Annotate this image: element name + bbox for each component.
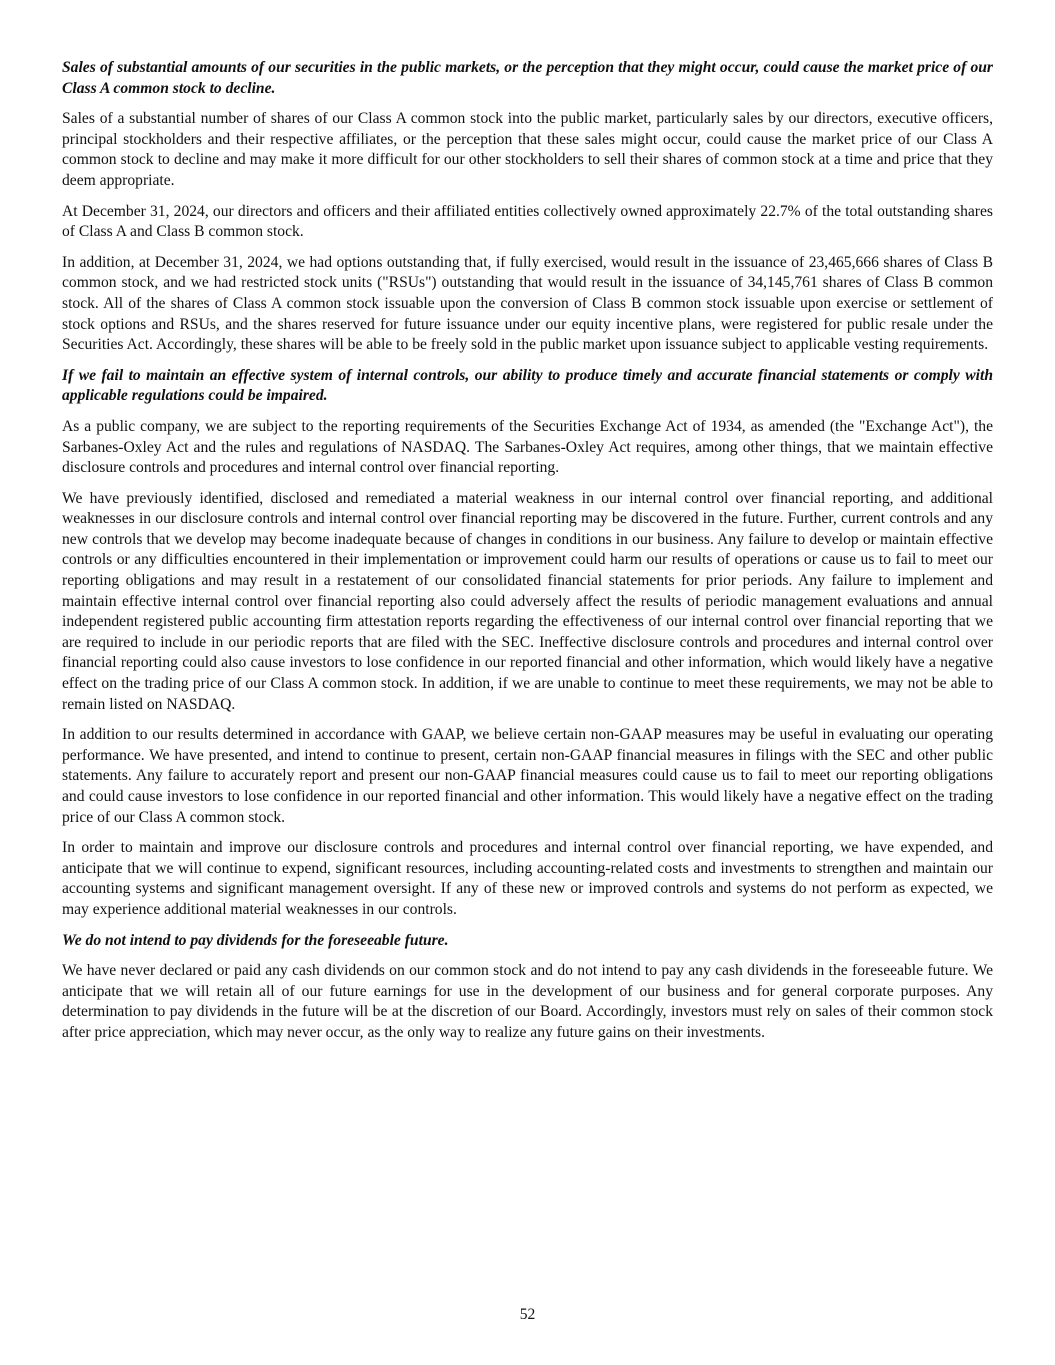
document-page [62,58,993,1054]
section-heading: If we fail to maintain an effective system of internal controls, our ability to produce timely and accurate financial statements or comply with applicable regulations could be impaired. [62,366,993,405]
paragraph: In addition, at December 31, 2024, we had options outstanding that, if fully exercised, would result in the issuance of 23,465,666 shares of Class B common stock, and we had restricted stock units ("RSUs") outstanding that would result in the issuance of 34,145,761 shares of Class B common stock. All of the shares of Class A common stock issuable upon the conversion of Class B common stock issuable upon exercise or settlement of stock options and RSUs, and the shares reserved for future issuance under our equity incentive plans, were registered for public resale under the Securities Act. Accordingly, these shares will be able to be freely sold in the public market upon issuance subject to applicable vesting requirements. [62,253,993,354]
paragraph: We have never declared or paid any cash dividends on our common stock and do not intend to pay any cash dividends in the foreseeable future. We anticipate that we will retain all of our future earnings for use in the development of our business and for general corporate purposes. Any determination to pay dividends in the future will be at the discretion of our Board. Accordingly, investors must rely on sales of their common stock after price appreciation, which may never occur, as the only way to realize any future gains on their investments. [62,962,993,1041]
paragraph: As a public company, we are subject to the reporting requirements of the Securities Exchange Act of 1934, as amended (the "Exchange Act"), the Sarbanes-Oxley Act and the rules and regulations of NASDAQ. The Sarbanes-Oxley Act requires, among other things, that we maintain effective disclosure controls and procedures and internal control over financial reporting. [62,417,993,477]
risk-factor-securities-sales [62,58,993,356]
risk-factor-dividends [62,931,993,1044]
section-heading: Sales of substantial amounts of our securities in the public markets, or the perception that they might occur, could cause the market price of our Class A common stock to decline. [62,59,993,97]
page-number: 52 [519,1306,536,1323]
section-heading: We do not intend to pay dividends for the foreseeable future. [62,931,449,949]
paragraph: In addition to our results determined in accordance with GAAP, we believe certain non-GAAP measures may be useful in evaluating our operating performance. We have presented, and intend to continue to present, certain non-GAAP financial measures in filings with the SEC and other public statements. Any failure to accurately report and present our non-GAAP financial measures could cause us to fail to meet our reporting obligations and could cause investors to lose confidence in our reported financial and other information. This would likely have a negative effect on the trading price of our Class A common stock. [62,726,993,826]
paragraph: We have previously identified, disclosed and remediated a material weakness in our internal control over financial reporting, and additional weaknesses in our disclosure controls and internal control over financial reporting may be discovered in the future. Further, current controls and any new controls that we develop may become inadequate because of changes in conditions in our business. Any failure to develop or maintain effective controls or any difficulties encountered in their implementation or improvement could harm our results of operations or cause us to fail to meet our reporting obligations and may result in a restatement of our consolidated financial statements for prior periods. Any failure to implement and maintain effective internal control over financial reporting also could adversely affect the results of periodic management evaluations and annual independent registered public accounting firm attestation reports regarding the effectiveness of our internal control over financial reporting that we are required to include in our periodic reports that are filed with the SEC. Ineffective disclosure controls and procedures and internal control over financial reporting could also cause investors to lose confidence in our reported financial and other information, which would likely have a negative effect on the trading price of our Class A common stock. In addition, if we are unable to continue to meet these requirements, we may not be able to remain listed on NASDAQ. [62,489,993,713]
risk-factor-internal-controls [62,366,993,921]
paragraph: In order to maintain and improve our disclosure controls and procedures and internal control over financial reporting, we have expended, and anticipate that we will continue to expend, significant resources, including accounting-related costs and investments to strengthen and maintain our accounting systems and significant management oversight. If any of these new or improved controls and systems do not perform as expected, we may experience additional material weaknesses in our controls. [62,839,993,918]
paragraph: Sales of a substantial number of shares of our Class A common stock into the public market, particularly sales by our directors, executive officers, principal stockholders and their respective affiliates, or the perception that these sales might occur, could cause the market price of our Class A common stock to decline and may make it more difficult for our other stockholders to sell their shares of common stock at a time and price that they deem appropriate. [62,110,993,189]
paragraph: At December 31, 2024, our directors and officers and their affiliated entities collectively owned approximately 22.7% of the total outstanding shares of Class A and Class B common stock. [62,202,993,241]
